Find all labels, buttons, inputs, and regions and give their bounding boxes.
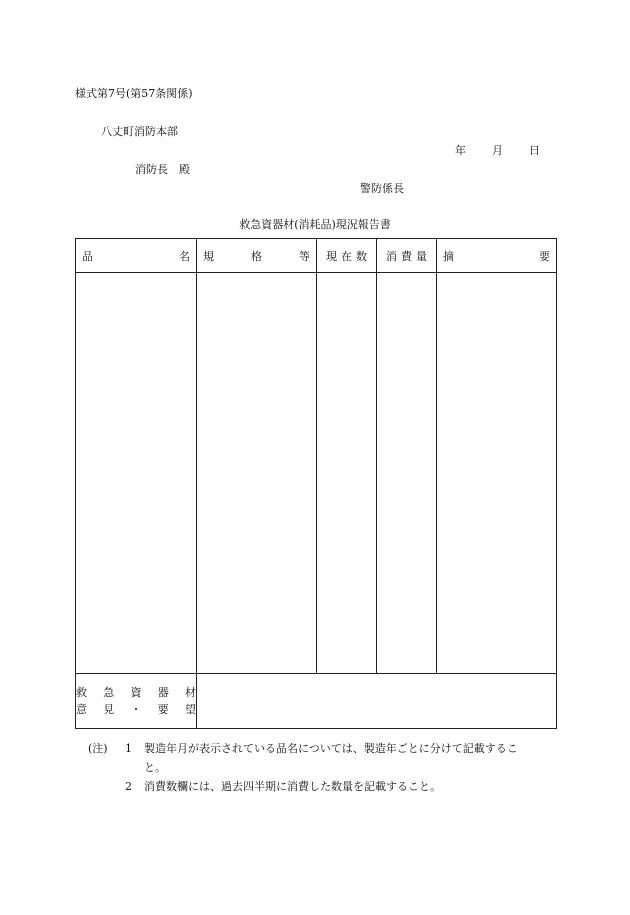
header-row xyxy=(76,239,557,273)
date-month: 月 xyxy=(492,144,503,157)
spec-cell[interactable] xyxy=(197,273,317,674)
notes xyxy=(88,739,518,796)
doc-title: 救急資器材(消耗品)現況報告書 xyxy=(239,218,391,231)
sender: 警防係長 xyxy=(360,182,404,195)
report-table xyxy=(75,238,557,729)
opinion-label: 救 急 資 器 材 意 見 ・ 要 望 xyxy=(76,674,197,729)
note-1-continued: と。 xyxy=(144,761,166,774)
date-day: 日 xyxy=(529,144,540,157)
remarks-cell[interactable] xyxy=(437,273,557,674)
note-2: 2 消費数欄には、過去四半期に消費した数量を記載すること。 xyxy=(125,780,441,793)
opinion-cell[interactable] xyxy=(197,674,557,729)
item-name-cell[interactable] xyxy=(76,273,197,674)
recipient-org: 八丈町消防本部 xyxy=(101,125,178,138)
col-item-name: 品 名 xyxy=(76,239,197,273)
entry-area xyxy=(76,273,557,674)
col-consumed-qty: 消 費 量 xyxy=(377,239,437,273)
current-qty-cell[interactable] xyxy=(317,273,377,674)
note-prefix: (注) xyxy=(88,742,108,755)
col-current-qty: 現 在 数 xyxy=(317,239,377,273)
col-remarks: 摘 要 xyxy=(437,239,557,273)
date-line xyxy=(455,142,540,158)
opinion-row xyxy=(76,674,557,729)
col-spec: 規 格 等 xyxy=(197,239,317,273)
consumed-qty-cell[interactable] xyxy=(377,273,437,674)
date-year: 年 xyxy=(455,144,466,157)
note-1: (注) 1 製造年月が表示されている品名については、製造年ごとに分けて記載するこ xyxy=(88,739,518,758)
form-number: 様式第7号(第57条関係) xyxy=(75,87,193,100)
recipient-title: 消防長 殿 xyxy=(135,163,190,176)
